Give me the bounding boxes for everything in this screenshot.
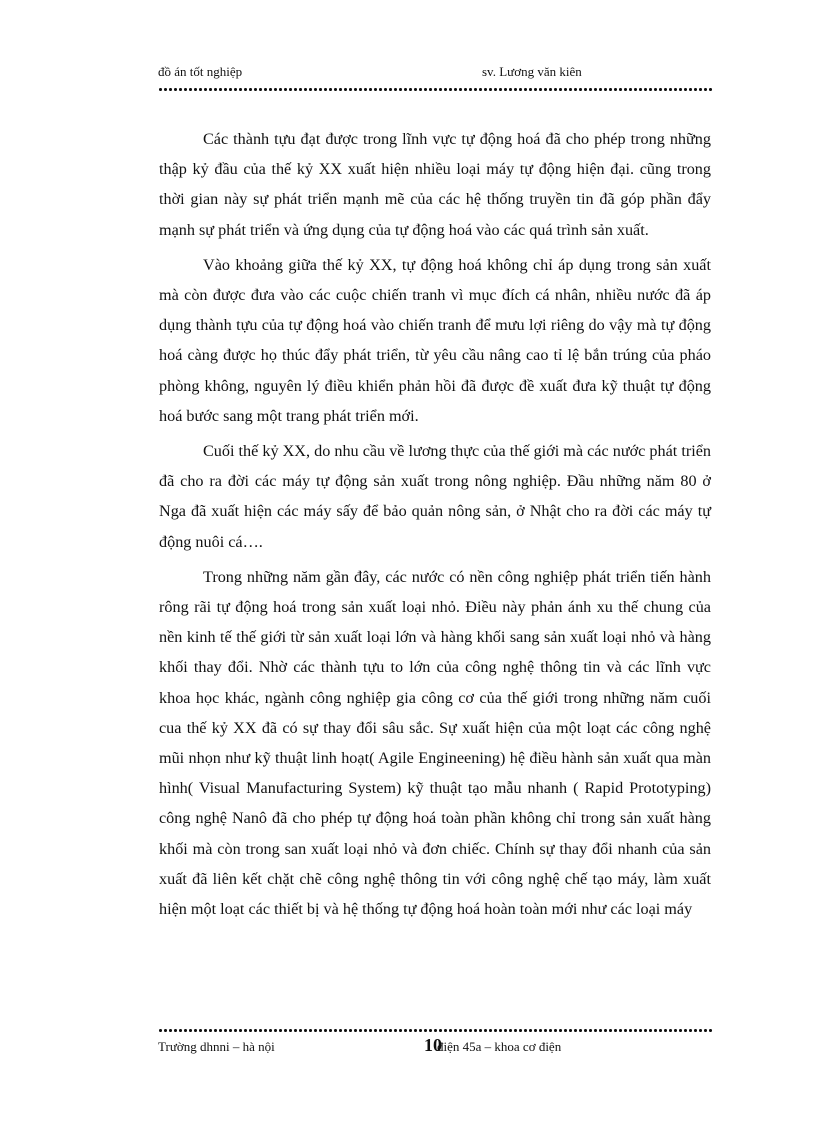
paragraph: Vào khoảng giữa thế kỷ XX, tự động hoá không chỉ áp dụng trong sản xuất mà còn được đưa vào các cuộc chiến tranh vì mục đích cá nhân, nhiều nước đã áp dụng thành tựu của tự động hoá vào chiến tranh để mưu lợi riêng do vậy mà tự động hoá càng được họ thúc đẩy phát triển, từ yêu cầu nâng cao tỉ lệ bắn trúng của pháo phòng không, nguyên lý điều khiển phản hồi đã được đề xuất đưa kỹ thuật tự động hoá bước sang một trang phát triển mới. xyxy=(159,255,711,425)
paragraph: Các thành tựu đạt được trong lĩnh vực tự động hoá đã cho phép trong những thập kỷ đầu của thế kỷ XX xuất hiện nhiều loại máy tự động hiện đại. cũng trong thời gian này sự phát triển mạnh mẽ của các hệ thống truyền tin đã góp phần đẩy mạnh sự phát triển và ứng dụng của tự động hoá vào các quá trình sản xuất. xyxy=(159,130,711,239)
footer-school: Trường dhnni – hà nội xyxy=(158,1039,275,1054)
paragraph: Trong những năm gần đây, các nước có nền công nghiệp phát triển tiến hành rông rãi tự động hoá trong sản xuất loại nhỏ. Điều này phản ánh xu thế chung của nền kinh tế thế giới từ sản xuất loại lớn và hàng khối sang sản xuất loại nhỏ và hàng khối thay đổi. Nhờ các thành tựu to lớn của công nghệ thông tin và các lĩnh vực khoa học khác, ngành công nghiệp gia công cơ của thế giới trong những năm cuối cua thế kỷ XX đã có sự thay đổi sâu sắc. Sự xuất hiện của một loạt các công nghệ mũi nhọn như kỹ thuật linh hoạt( Agile Engineening) hệ điều hành sản xuất qua màn hình( Visual Manufacturing System) kỹ thuật tạo mẫu nhanh ( Rapid Prototyping) công nghệ Nanô đã cho phép tự động hoá toàn phần không chỉ trong sản xuất hàng khối mà còn trong san xuất loại nhỏ và đơn chiếc. Chính sự thay đổi nhanh của sản xuất đã liên kết chặt chẽ công nghệ thông tin với công nghệ chế tạo máy, làm xuất hiện một loạt các thiết bị và hệ thống tự động hoá hoàn toàn mới như các loại máy xyxy=(159,567,711,919)
header-student-name: sv. Lương văn kiên xyxy=(482,64,582,79)
header-document-title: đồ án tốt nghiệp xyxy=(158,64,243,79)
footer-class: điện 45a – khoa cơ điện xyxy=(437,1039,562,1054)
body-text xyxy=(159,124,711,929)
page-header xyxy=(158,64,713,84)
footer-dotted-rule xyxy=(158,1028,714,1033)
page-number: 10 xyxy=(424,1035,442,1055)
page-footer xyxy=(158,1035,713,1059)
header-dotted-rule xyxy=(158,87,714,92)
paragraph: Cuối thế kỷ XX, do nhu cầu về lương thực của thế giới mà các nước phát triển đã cho ra đời các máy tự động sản xuất trong nông nghiệp. Đầu những năm 80 ở Nga đã xuất hiện các máy sấy để bảo quản nông sản, ở Nhật cho ra đời các máy tự động nuôi cá…. xyxy=(159,442,711,551)
